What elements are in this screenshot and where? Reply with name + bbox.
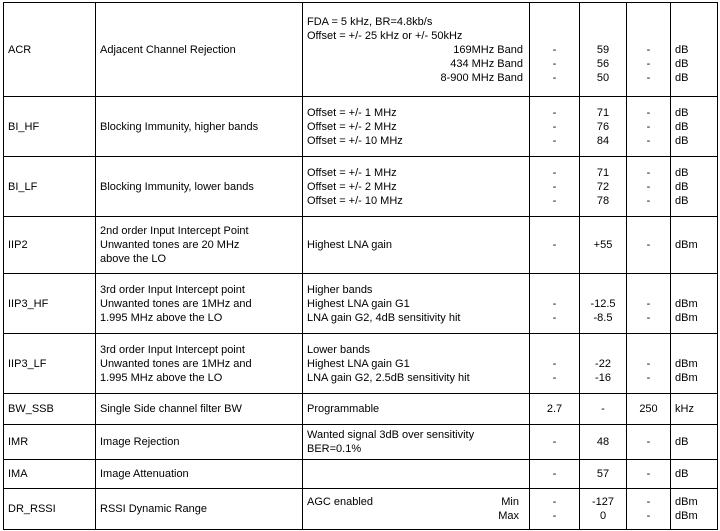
condition-line: LNA gain G2, 2.5dB sensitivity hit [307,371,470,384]
symbol-cell: IMA [4,460,96,489]
symbol-cell: ACR [4,3,96,97]
typ-cell [580,157,627,217]
description-line: 3rd order Input Intercept point [100,343,245,356]
unit-value: dB [675,436,689,448]
description-line: Blocking Immunity, lower bands [100,180,254,193]
condition-line: Highest LNA gain G1 [307,357,410,370]
table-row [4,157,718,217]
typ-cell [580,274,627,334]
min-cell [530,489,580,530]
typ-value: -8.5 [593,311,613,324]
typ-value: 84 [596,134,610,147]
condition-line: Offset = +/- 2 MHz [307,180,397,193]
conditions-cell [303,97,530,157]
table-row [4,460,718,489]
conditions-cell [303,394,530,425]
condition-line: BER=0.1% [307,443,362,455]
symbol-cell: IMR [4,425,96,460]
condition-line: Max [498,510,519,522]
description-line: 1.995 MHz above the LO [100,311,223,324]
typ-value: 48 [596,436,610,448]
description-cell [96,274,303,334]
min-value: - [552,357,557,370]
description-line: Image Attenuation [100,468,189,480]
symbol-cell: IIP3_HF [4,274,96,334]
min-value: - [552,180,557,193]
typ-value: 50 [596,71,610,84]
description-line: RSSI Dynamic Range [100,503,207,515]
typ-cell [580,394,627,425]
typ-value: 59 [596,43,610,56]
typ-cell [580,489,627,530]
condition-line: 434 MHz Band [450,57,523,70]
table-row [4,489,718,530]
max-cell [627,460,671,489]
unit-cell [671,334,718,394]
typ-value [584,15,622,29]
table-row [4,274,718,334]
typ-value [584,343,622,357]
condition-line: Offset = +/- 2 MHz [307,120,397,133]
typ-cell [580,3,627,97]
table-row [4,3,718,97]
min-value: - [552,57,557,70]
description-cell [96,425,303,460]
max-value: - [646,166,651,179]
conditions-cell [303,425,530,460]
min-value: - [552,239,557,251]
description-line: Unwanted tones are 1MHz and [100,357,252,370]
min-value: - [552,194,557,207]
max-value: - [646,120,651,133]
unit-value: dB [675,468,689,480]
condition-line: FDA = 5 kHz, BR=4.8kb/s [307,15,433,28]
min-cell [530,274,580,334]
typ-value: 56 [596,57,610,70]
condition-line: Wanted signal 3dB over sensitivity [307,429,475,441]
min-value: - [552,106,557,119]
description-cell [96,460,303,489]
max-value: - [646,134,651,147]
typ-value: 72 [596,180,610,193]
description-line: Blocking Immunity, higher bands [100,120,259,133]
unit-value: dBm [675,357,698,370]
condition-line: LNA gain G2, 4dB sensitivity hit [307,311,461,324]
condition-line: Lower bands [307,343,370,356]
conditions-cell [303,334,530,394]
max-value: - [646,510,651,522]
unit-value: dBm [675,496,698,508]
description-line: above the LO [100,253,167,265]
unit-cell [671,425,718,460]
max-value: - [646,71,651,84]
description-line: Single Side channel filter BW [100,403,242,415]
min-cell [530,334,580,394]
table-row [4,425,718,460]
max-value [631,343,666,357]
conditions-cell [303,3,530,97]
unit-value: dB [675,120,689,133]
unit-value: dBm [675,297,698,310]
min-cell [530,157,580,217]
condition-line: 8-900 MHz Band [440,71,523,84]
condition-line: Offset = +/- 25 kHz or +/- 50kHz [307,29,463,42]
max-cell [627,489,671,530]
description-line: 2nd order Input Intercept Point [100,225,249,237]
min-cell [530,217,580,274]
min-value: - [552,43,557,56]
min-value [534,343,575,357]
min-value [534,283,575,297]
min-cell [530,460,580,489]
max-value: - [646,468,651,480]
description-line: 1.995 MHz above the LO [100,371,223,384]
typ-cell [580,217,627,274]
max-value: - [646,357,651,370]
symbol-cell: BI_LF [4,157,96,217]
condition-line: Offset = +/- 1 MHz [307,106,397,119]
condition-line: Highest LNA gain G1 [307,297,410,310]
max-value: - [646,311,651,324]
min-cell [530,97,580,157]
condition-line [307,495,525,509]
max-cell [627,334,671,394]
description-line: 3rd order Input Intercept point [100,283,245,296]
typ-cell [580,460,627,489]
symbol-cell: BW_SSB [4,394,96,425]
table-row [4,217,718,274]
condition-line: Offset = +/- 1 MHz [307,166,397,179]
min-cell [530,425,580,460]
condition-line: 169MHz Band [453,43,523,56]
max-value: - [646,496,651,508]
condition-line: Higher bands [307,283,373,296]
table-row [4,97,718,157]
max-value: - [646,239,651,251]
min-value: - [552,510,557,522]
max-value: - [646,180,651,193]
unit-cell [671,157,718,217]
condition-text: Min [501,496,519,508]
max-value: - [646,436,651,448]
unit-value [675,29,713,43]
description-cell [96,157,303,217]
max-value: 250 [639,403,658,415]
unit-cell [671,217,718,274]
max-value: - [646,371,651,384]
max-value: - [646,194,651,207]
min-value: - [552,468,557,480]
unit-value: dB [675,166,689,179]
unit-cell [671,97,718,157]
min-value [534,29,575,43]
description-line: Adjacent Channel Rejection [100,43,236,56]
max-value: - [646,106,651,119]
max-cell [627,394,671,425]
unit-value: dBm [675,510,698,522]
min-value [534,15,575,29]
max-value: - [646,43,651,56]
typ-value: 76 [596,120,610,133]
min-value: 2.7 [546,403,563,415]
typ-value: -127 [591,496,615,508]
condition-line: Offset = +/- 10 MHz [307,194,403,207]
max-cell [627,157,671,217]
typ-value [584,283,622,297]
condition-text: AGC enabled [307,496,374,508]
condition-line: Offset = +/- 10 MHz [307,134,403,147]
max-cell [627,425,671,460]
description-cell [96,394,303,425]
typ-value: 0 [599,510,607,522]
unit-value: dBm [675,371,698,384]
min-value: - [552,496,557,508]
max-cell [627,274,671,334]
unit-value: dB [675,194,689,207]
conditions-cell [303,460,530,489]
unit-cell [671,460,718,489]
min-cell [530,394,580,425]
spec-table [3,2,718,530]
description-line: Image Rejection [100,436,180,448]
typ-value: 71 [596,106,610,119]
typ-cell [580,425,627,460]
description-cell [96,3,303,97]
symbol-cell: IIP2 [4,217,96,274]
description-line: Unwanted tones are 1MHz and [100,297,252,310]
unit-cell [671,489,718,530]
condition-line: Programmable [307,403,380,415]
unit-value [675,283,713,297]
max-value [631,29,666,43]
max-cell [627,97,671,157]
description-cell [96,217,303,274]
typ-value: 57 [596,468,610,480]
max-value [631,15,666,29]
typ-value: 78 [596,194,610,207]
condition-line: Highest LNA gain [307,239,392,251]
min-value: - [552,134,557,147]
unit-value: dBm [675,239,698,251]
unit-value [675,15,713,29]
max-value: - [646,57,651,70]
conditions-cell [303,274,530,334]
unit-value: dBm [675,311,698,324]
symbol-cell: BI_HF [4,97,96,157]
min-value: - [552,371,557,384]
min-value: - [552,166,557,179]
min-value: - [552,71,557,84]
conditions-cell [303,217,530,274]
symbol-cell: DR_RSSI [4,489,96,530]
max-cell [627,217,671,274]
description-cell [96,97,303,157]
min-value: - [552,311,557,324]
min-value: - [552,120,557,133]
unit-value: dB [675,106,689,119]
max-value [631,283,666,297]
typ-value: -22 [595,357,611,370]
max-value: - [646,297,651,310]
unit-value [675,343,713,357]
min-cell [530,3,580,97]
description-cell [96,489,303,530]
description-cell [96,334,303,394]
min-value: - [552,436,557,448]
condition-line [307,467,525,481]
unit-value: dB [675,134,689,147]
typ-value: 71 [596,166,610,179]
unit-value: dB [675,71,689,84]
description-line: Unwanted tones are 20 MHz [100,239,240,251]
max-cell [627,3,671,97]
symbol-cell: IIP3_LF [4,334,96,394]
typ-value: +55 [593,239,613,251]
unit-value: dB [675,180,689,193]
typ-cell [580,97,627,157]
typ-value: - [601,403,605,415]
typ-value [584,29,622,43]
table-row [4,394,718,425]
conditions-cell [303,157,530,217]
unit-value: dB [675,57,689,70]
table-row [4,334,718,394]
typ-value: -12.5 [590,297,616,310]
unit-value: dB [675,43,689,56]
typ-value: -16 [595,371,611,384]
unit-cell [671,274,718,334]
conditions-cell [303,489,530,530]
unit-value: kHz [675,403,694,415]
unit-cell [671,394,718,425]
min-value: - [552,297,557,310]
typ-cell [580,334,627,394]
unit-cell [671,3,718,97]
